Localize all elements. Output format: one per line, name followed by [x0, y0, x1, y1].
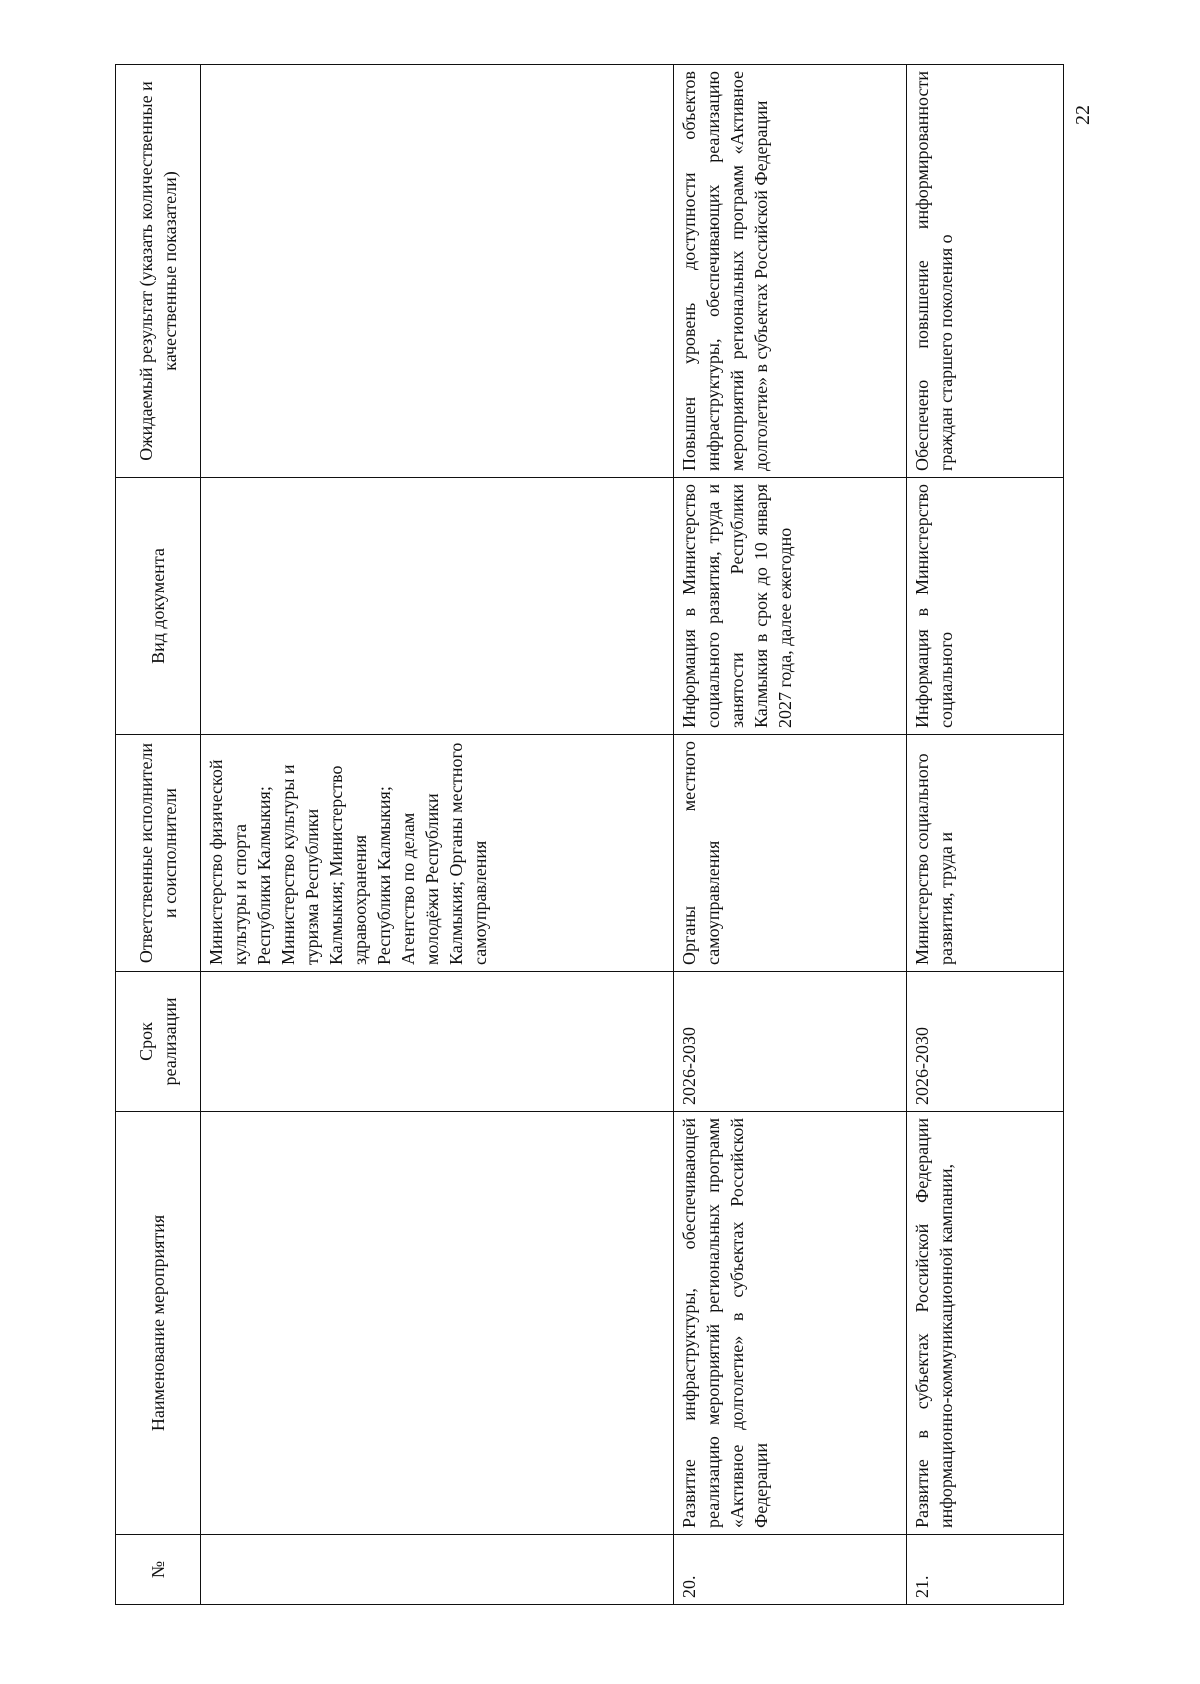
cell-doc-type — [201, 478, 674, 735]
cell-responsible: Министерство социального развития, труда и — [907, 735, 1064, 972]
cell-doc-type: Информация в Министерство социального развития, труда и занятости Республики Калмыкия в срок до 10 января 2027 года, далее ежегодно — [674, 478, 907, 735]
measures-table — [115, 64, 1064, 1605]
cell-responsible: Органы местного самоуправления — [674, 735, 907, 972]
cell-term — [201, 972, 674, 1112]
table-row — [201, 65, 674, 1605]
rotated-table-container — [115, 65, 1068, 1605]
cell-result: Обеспечено повышение информированности граждан старшего поколения о — [907, 65, 1064, 478]
page-number: 22 — [1072, 105, 1094, 125]
header-name: Наименование мероприятия — [116, 1112, 201, 1535]
header-num: № — [116, 1535, 201, 1605]
cell-name: Развитие в субъектах Российской Федерации информационно-коммуникационной кампании, — [907, 1112, 1064, 1535]
cell-name: Развитие инфраструктуры, обеспечивающей реализацию мероприятий региональных программ «Активное долголетие» в субъектах Российской Федерации — [674, 1112, 907, 1535]
cell-term: 2026-2030 — [674, 972, 907, 1112]
cell-term: 2026-2030 — [907, 972, 1064, 1112]
header-doc-type: Вид документа — [116, 478, 201, 735]
table-row — [907, 65, 1064, 1605]
cell-responsible: Министерство физической культуры и спорта Республики Калмыкия; Министерство культуры и туризма Республики Калмыкия; Министерство здравоохранения Республики Калмыкия; Агентство по делам молодёжи Республики Калмыкия; Органы местного самоуправления — [201, 735, 674, 972]
header-term: Срок реализации — [116, 972, 201, 1112]
cell-result — [201, 65, 674, 478]
table-header-row — [116, 65, 201, 1605]
header-responsible: Ответственные исполнители и соисполнители — [116, 735, 201, 972]
cell-num: 20. — [674, 1535, 907, 1605]
header-result: Ожидаемый результат (указать количественные и качественные показатели) — [116, 65, 201, 478]
cell-doc-type: Информация в Министерство социального — [907, 478, 1064, 735]
table-row — [674, 65, 907, 1605]
cell-num: 21. — [907, 1535, 1064, 1605]
cell-num — [201, 1535, 674, 1605]
cell-result: Повышен уровень доступности объектов инфраструктуры, обеспечивающих реализацию мероприятий региональных программ «Активное долголетие» в субъектах Российской Федерации — [674, 65, 907, 478]
cell-name — [201, 1112, 674, 1535]
